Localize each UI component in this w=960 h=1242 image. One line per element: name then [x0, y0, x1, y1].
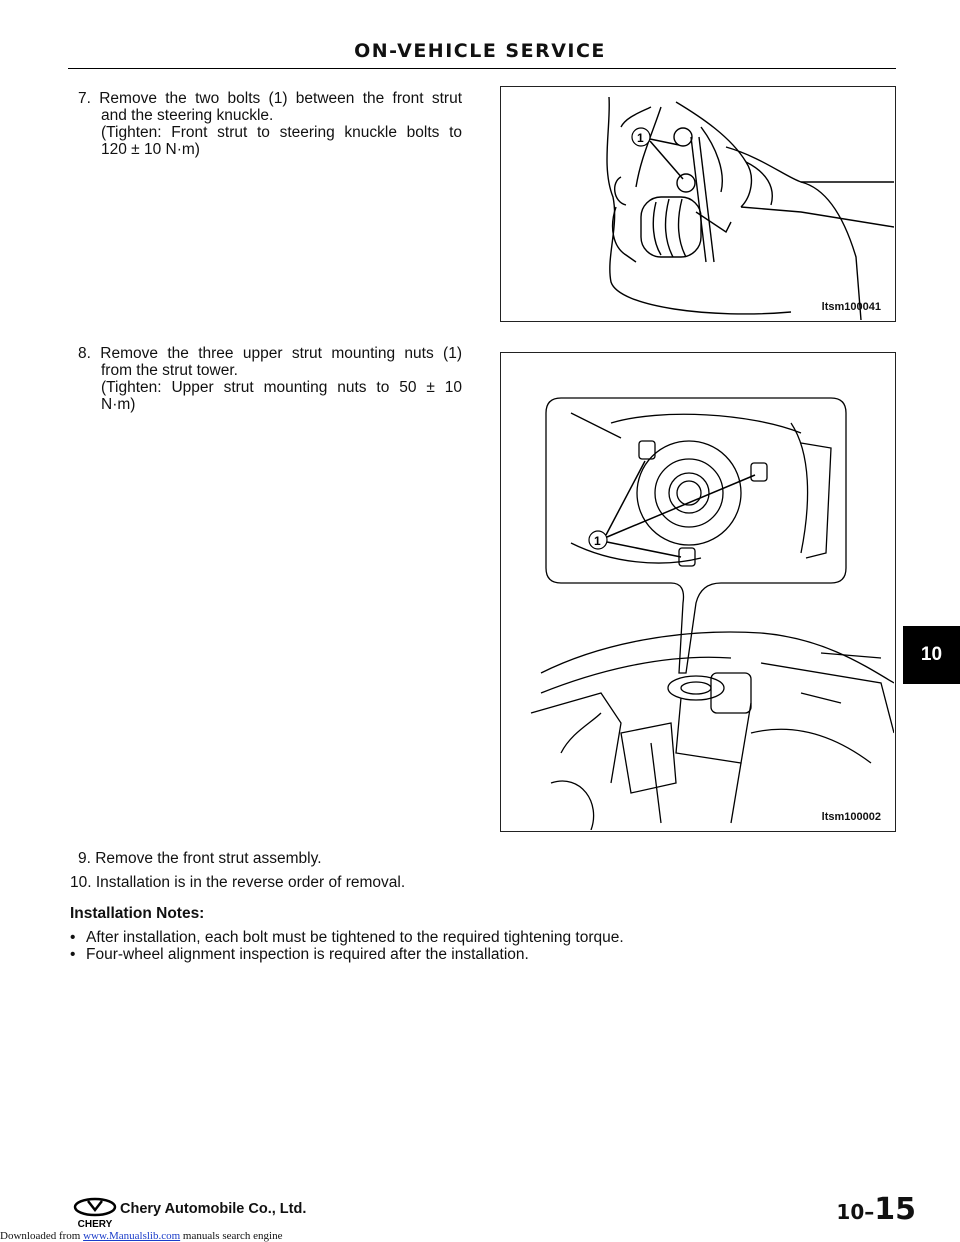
step-7-line-1: 7. Remove the two bolts (1) between the front strut [78, 90, 462, 107]
installation-notes-heading: Installation Notes: [70, 905, 205, 922]
bullet-icon: • [70, 946, 76, 963]
callout-1-label: 1 [594, 534, 601, 548]
chapter-prefix: 10– [836, 1200, 875, 1224]
chery-logo [70, 1196, 120, 1230]
callout-1-label: 1 [637, 131, 644, 145]
page-number [836, 1192, 916, 1227]
bullet-icon: • [70, 929, 76, 946]
step-8-line-4: N·m) [101, 396, 136, 413]
step-10-text: 10. Installation is in the reverse order of removal. [70, 874, 406, 891]
manualslib-link[interactable]: www.Manualslib.com [83, 1230, 181, 1242]
download-note [0, 1230, 282, 1242]
note-text: After installation, each bolt must be tightened to the required tightening torque. [86, 929, 624, 946]
note-text: Four-wheel alignment inspection is required after the installation. [86, 946, 529, 963]
note-item [70, 929, 624, 947]
strut-knuckle-illustration [501, 87, 894, 320]
callout-leader [650, 141, 683, 179]
step-7-line-2: and the steering knuckle. [101, 107, 274, 124]
step-8-line-3: (Tighten: Upper strut mounting nuts to 50 ± 10 [101, 379, 462, 396]
step-9 [78, 850, 322, 867]
step-7 [78, 90, 462, 158]
strut-tower-illustration [501, 353, 894, 830]
section-title: ON-VEHICLE SERVICE [354, 40, 606, 62]
step-7-line-4: 120 ± 10 N·m) [101, 141, 200, 158]
step-8-line-2: from the strut tower. [101, 362, 238, 379]
figure-code: ltsm100002 [821, 811, 881, 823]
callout-leader [607, 542, 681, 557]
step-10 [70, 874, 405, 891]
page-value: 15 [874, 1192, 916, 1227]
figure-code: ltsm100041 [821, 301, 881, 313]
header-rule [68, 68, 896, 69]
figure-strut-knuckle-bolts [500, 86, 896, 322]
step-8-line-1: 8. Remove the three upper strut mounting nuts (1) [78, 345, 462, 362]
note-item [70, 946, 529, 964]
chapter-tab: 10 [903, 626, 960, 684]
logo-text: CHERY [77, 1219, 113, 1230]
step-9-text: 9. Remove the front strut assembly. [78, 850, 322, 867]
download-suffix: manuals search engine [180, 1230, 283, 1242]
download-prefix: Downloaded from [0, 1230, 81, 1242]
figure-upper-strut-mount [500, 352, 896, 832]
step-8 [78, 345, 462, 413]
company-name: Chery Automobile Co., Ltd. [120, 1201, 307, 1217]
step-7-line-3: (Tighten: Front strut to steering knuckle bolts to [101, 124, 462, 141]
